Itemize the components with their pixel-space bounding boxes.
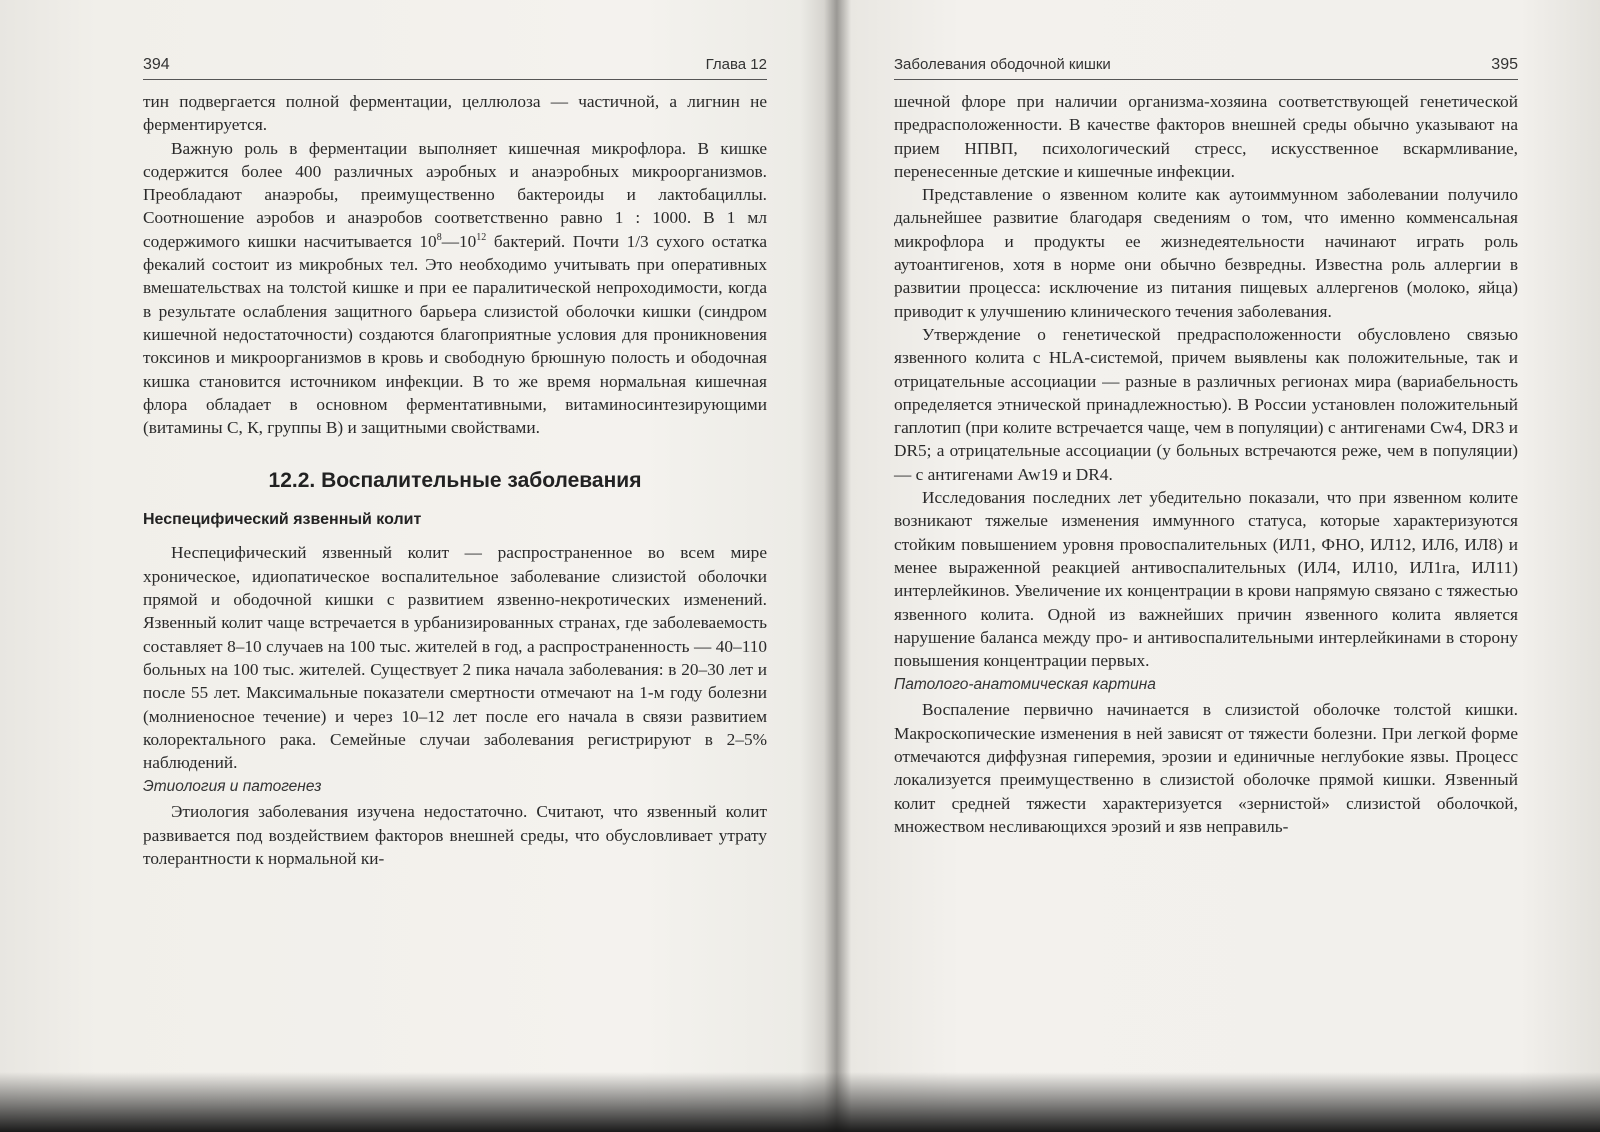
etiology-heading: Этиология и патогенез — [143, 778, 322, 796]
right-page-number: 395 — [1491, 56, 1518, 73]
left-paragraph-2-part-b: —10 — [441, 231, 477, 251]
left-paragraph-4: Этиология заболевания изучена недостаточно. Считают, что язвенный колит развивается под воздействием факторов внешней среды, что обусловливает утрату толерантности к нормальной ки- — [143, 802, 767, 869]
left-paragraph-2-part-a: Важную роль в ферментации выполняет кишечная микрофлора. В кишке содержится более 400 различных аэробных и анаэробных микроорганизмов. Преобладают анаэробы, преимущественно бактероиды и лактобациллы. Соотношение аэробов и анаэробов соответственно равно 1 : 1000. В 1 мл содержимого кишки насчитывается 10 — [143, 138, 767, 251]
left-paragraph-3: Неспецифический язвенный колит — распространенное во всем мире хроническое, идиопатическое воспалительное заболевание слизистой оболочки прямой и ободочной кишки с развитием язвенно-некротических изменений. Язвенный колит чаще встречается в урбанизированных странах, где заболеваемость составляет 8–10 случаев на 100 тыс. жителей в год, а распространенность — 40–110 больных на 100 тыс. жителей. Существует 2 пика начала заболевания: в 20–30 лет и после 55 лет. Максимальные показатели смертности отмечают на 1-м году болезни (молниеносное течение) и через 10–12 лет после его начала в связи развитием колоректального рака. Семейные случаи заболевания регистрируют в 2–5% наблюдений. — [143, 543, 767, 773]
left-page — [143, 56, 767, 1066]
right-page — [894, 56, 1518, 1066]
right-paragraph-4: Исследования последних лет убедительно показали, что при язвенном колите возникают тяжелые изменения иммунного статуса, которые характеризуются стойким повышением уровня провоспалительных (ИЛ1, ФНО, ИЛ12, ИЛ6, ИЛ8) и менее выраженной реакцией антивоспалительных (ИЛ4, ИЛ10, ИЛ1ra, ИЛ11) интерлейкинов. Увеличение их концентрации в крови напрямую связано с тяжестью язвенного колита. Одной из важнейших причин язвенного колита является нарушение баланса между про- и антивоспалительными интерлейкинами в сторону повышения концентрации первых. — [894, 488, 1518, 671]
section-heading: 12.2. Воспалительные заболевания — [268, 469, 642, 493]
right-paragraph-3: Утверждение о генетической предрасположенности обусловлено связью язвенного колита с HLA-системой, причем выявлены как положительные, так и отрицательные ассоциации — разные в различных регионах мира (вариабельность определяется этнической принадлежностью). В России установлен положительный гаплотип (при колите встречается чаще, чем в популяции) с антигенами Cw4, DR3 и DR5; а отрицательные ассоциации (у больных встречаются реже, чем в популяции) — с антигенами Aw19 и DR4. — [894, 324, 1518, 484]
left-page-number: 394 — [143, 56, 170, 73]
left-paragraph-2-part-c: бактерий. Почти 1/3 сухого остатка фекалий состоит из микробных тел. Это необходимо учитывать при оперативных вмешательствах на толстой кишке и при ее паралитической непроходимости, когда в результате ослабления защитного барьера слизистой оболочки кишки (синдром кишечной недостаточности) создаются благоприятные условия для проникновения токсинов и микроорганизмов в кровь и свободную брюшную полость и ободочная кишка становится источником инфекции. В то же время нормальная кишечная флора обладает в основном ферментативными, витаминосинтезирующими (витамины С, К, группы В) и защитными свойствами. — [143, 231, 767, 438]
left-paragraph-2 — [143, 137, 767, 440]
exponent-12: 12 — [476, 232, 487, 244]
right-running-head — [894, 56, 1518, 80]
right-paragraph-2: Представление о язвенном колите как аутоиммунном заболевании получило дальнейшее развитие благодаря сведениям о том, что именно комменсальная микрофлора и продукты ее жизнедеятельности начинают играть роль аутоантигенов, хотя в норме они обычно безвредны. Известна роль аллергии в развитии процесса: исключение из питания пищевых аллергенов (молоко, яйца) приводит к улучшению клинического течения заболевания. — [894, 185, 1518, 321]
left-paragraph-1: тин подвергается полной ферментации, целлюлоза — частичной, а лигнин не ферментируется. — [143, 92, 767, 135]
scanner-shadow — [0, 1072, 1600, 1132]
right-chapter-title: Заболевания ободочной кишки — [894, 56, 1111, 73]
exponent-8: 8 — [436, 232, 442, 244]
left-chapter-title: Глава 12 — [705, 56, 767, 73]
pathology-heading: Патолого-анатомическая картина — [894, 676, 1156, 694]
right-paragraph-1: шечной флоре при наличии организма-хозяина соответствующей генетической предрасположенности. В качестве факторов внешней среды обычно указывают на прием НПВП, психологический стресс, искусственное вскармливание, перенесенные детские и кишечные инфекции. — [894, 92, 1518, 181]
subsection-heading: Неспецифический язвенный колит — [143, 511, 422, 529]
right-paragraph-5: Воспаление первично начинается в слизистой оболочке толстой кишки. Макроскопические изменения в ней зависят от тяжести болезни. При легкой форме отмечаются диффузная гиперемия, эрозии и единичные неглубокие язвы. Процесс локализуется преимущественно в слизистой оболочке прямой кишки. Язвенный колит средней тяжести характеризуется «зернистой» слизистой оболочкой, множеством несливающихся эрозий и язв неправиль- — [894, 700, 1518, 836]
left-running-head — [143, 56, 767, 80]
